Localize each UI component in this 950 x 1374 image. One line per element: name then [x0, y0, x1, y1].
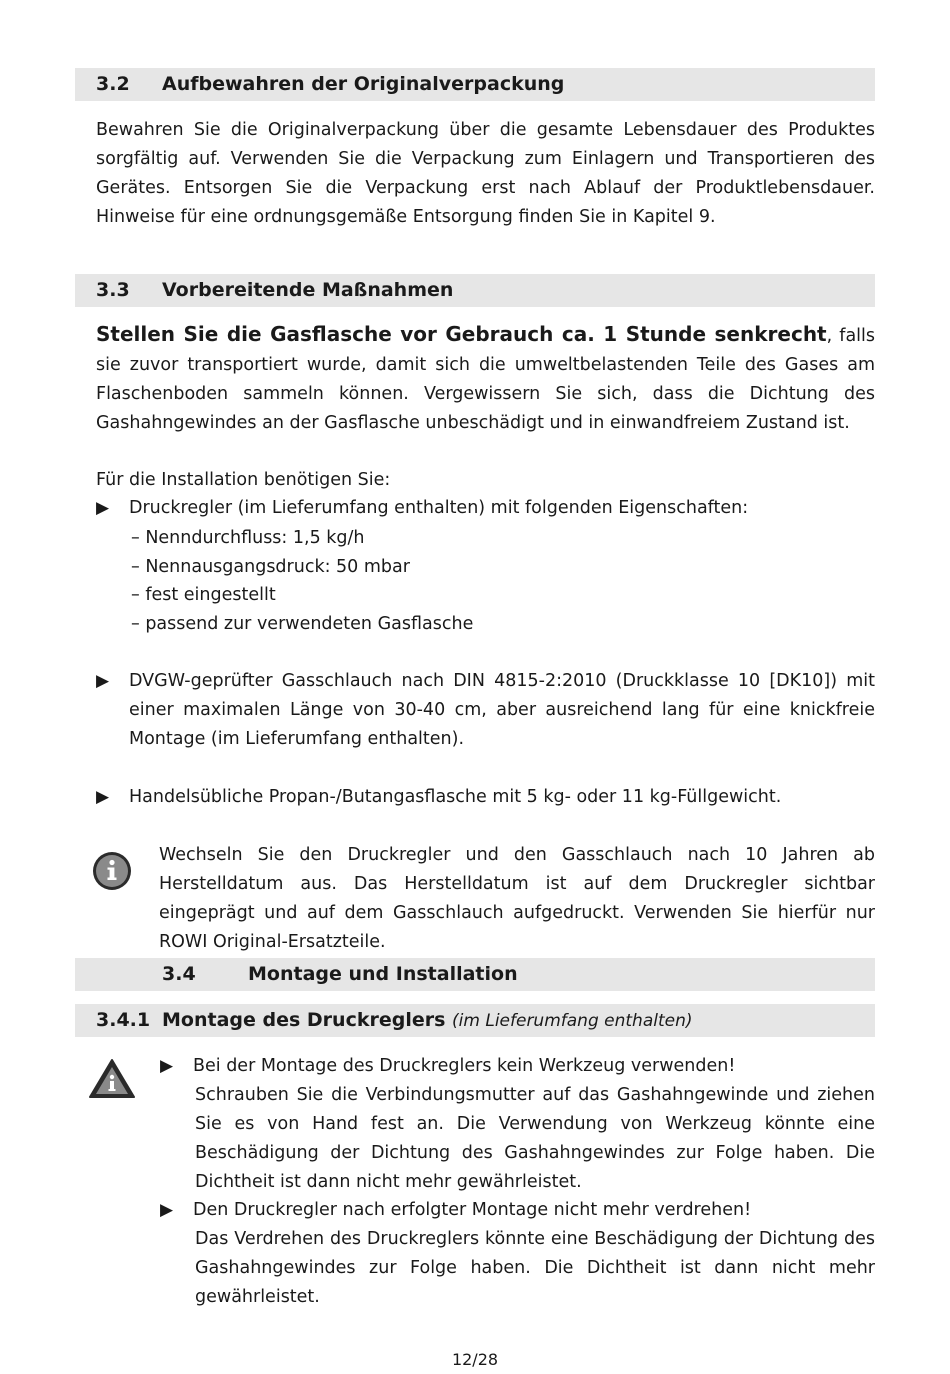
bullet-gas-bottle: Handelsübliche Propan-/Butangasflasche mit 5 kg- oder 11 kg-Füllgewicht. [129, 787, 782, 807]
section-number: 3.4.1 [96, 1009, 151, 1031]
section-number: 3.2 [96, 73, 130, 95]
warning-no-twisting: Den Druckregler nach erfolgter Montage nicht mehr verdrehen! [193, 1200, 752, 1220]
triangle-right-icon: ▶ [96, 498, 110, 518]
sub-item-fixed: – fest eingestellt [131, 585, 276, 605]
section-title [162, 1004, 693, 1038]
emphasis-upright: Stellen Sie die Gasflasche vor Gebrauch ca. 1 Stunde senkrecht [96, 322, 827, 346]
section-heading-3-4 [75, 958, 875, 991]
bullet-pressure-regulator: Druckregler (im Lieferumfang enthalten) mit folgenden Eigenschaften: [129, 498, 749, 518]
paragraph-storage: Bewahren Sie die Originalverpackung über die gesamte Lebensdauer des Produktes sorgfältig auf. Verwenden Sie die Verpackung zum Einlagern und Transportieren des Gerätes. Entsorgen Sie die Verpackung erst nach Ablauf der Produktlebensdauer. Hinweise für eine ordnungsgemäße Entsorgung finden Sie in Kapitel 9. [96, 120, 875, 227]
section-title-note: (im Lieferumfang enthalten) [452, 1011, 693, 1031]
section-title: Aufbewahren der Originalverpackung [162, 73, 565, 95]
triangle-right-icon: ▶ [96, 787, 110, 807]
sub-item-fitting: – passend zur verwendeten Gasflasche [131, 614, 474, 634]
triangle-right-icon: ▶ [160, 1056, 174, 1076]
section-heading-3-2 [75, 68, 875, 101]
installation-intro: Für die Installation benötigen Sie: [96, 470, 391, 490]
section-title-text: Montage des Druckreglers [162, 1009, 446, 1031]
section-title: Montage und Installation [248, 963, 518, 985]
warning-no-tools: Bei der Montage des Druckreglers kein Werkzeug verwenden! [193, 1056, 736, 1076]
section-number: 3.4 [162, 963, 196, 985]
sub-item-flow: – Nenndurchfluss: 1,5 kg/h [131, 528, 365, 548]
section-number: 3.3 [96, 279, 130, 301]
paragraph-preparation [96, 320, 875, 438]
warning-icon [88, 1058, 136, 1100]
warning-no-tools-text: Schrauben Sie die Verbindungsmutter auf das Gashahngewinde und ziehen Sie es von Hand fest an. Die Verwendung von Werkzeug könnte eine Beschädigung der Dichtung des Gashahngewindes zur Folge haben. Die Dichtheit ist dann nicht mehr gewährleistet. [195, 1085, 875, 1192]
section-heading-3-4-1 [75, 1004, 875, 1037]
info-icon [90, 849, 134, 893]
paragraph-rest: , falls sie zuvor transportiert wurde, damit sich die umweltbelastenden Teile des Gases am Flaschenboden sammeln können. Vergewissern Sie sich, dass die Dichtung des Gashahngewindes an der Gasflasche unbeschädigt und in einwandfreiem Zustand ist. [96, 326, 876, 433]
sub-item-pressure: – Nennausgangsdruck: 50 mbar [131, 557, 410, 577]
section-heading-3-3 [75, 274, 875, 307]
bullet-gas-hose: DVGW-geprüfter Gasschlauch nach DIN 4815-2:2010 (Druckklasse 10 [DK10]) mit einer maximalen Länge von 30-40 cm, aber ausreichend lang für eine knickfreie Montage (im Lieferumfang enthalten). [129, 671, 875, 749]
triangle-right-icon: ▶ [96, 671, 110, 691]
section-title: Vorbereitende Maßnahmen [162, 279, 454, 301]
triangle-right-icon: ▶ [160, 1200, 174, 1220]
warning-no-twisting-text: Das Verdrehen des Druckreglers könnte eine Beschädigung der Dichtung des Gashahngewindes zur Folge haben. Die Dichtheit ist dann nicht mehr gewährleistet. [195, 1229, 875, 1307]
page-number: 12/28 [451, 1350, 499, 1369]
info-note-text: Wechseln Sie den Druckregler und den Gasschlauch nach 10 Jahren ab Herstelldatum aus. Das Herstelldatum ist auf dem Druckregler sichtbar eingeprägt und auf dem Gasschlauch aufgedruckt. Verwenden Sie hierfür nur ROWI Original-Ersatzteile. [159, 845, 875, 952]
